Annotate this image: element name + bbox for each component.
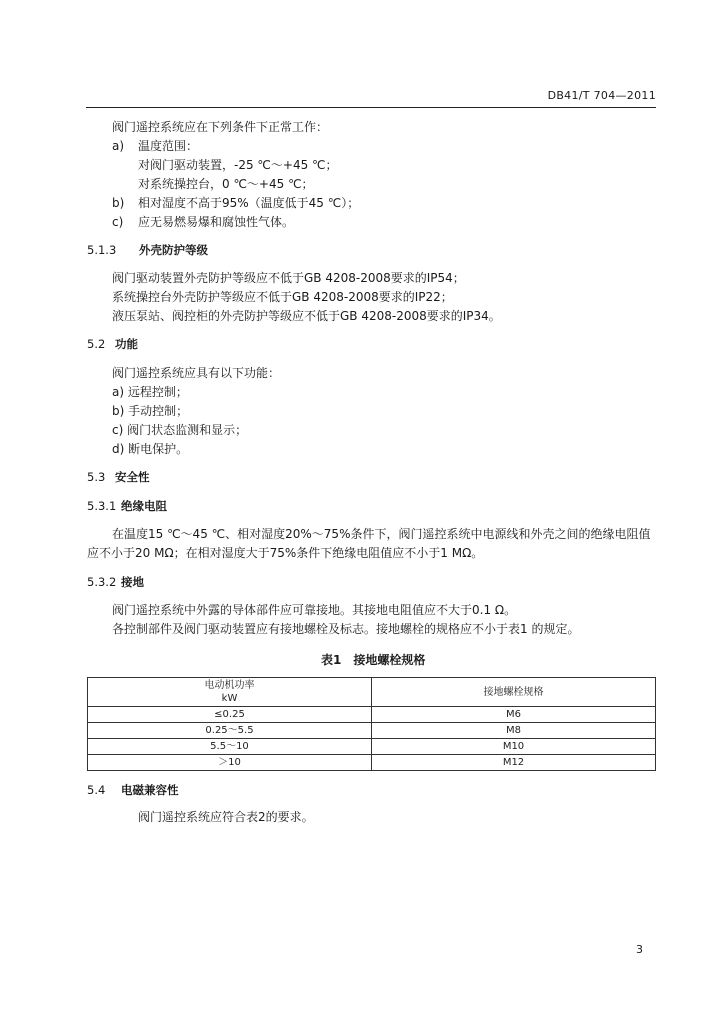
s531-line-2: 应不小于20 MΩ；在相对湿度大于75%条件下绝缘电阻值应不小于1 MΩ。 [87,546,484,560]
section-title: 功能 [115,337,138,351]
item-mark: b) [112,196,125,210]
section-5-4-heading [87,783,179,797]
intro-item-a2: 对系统操控台，0 ℃～+45 ℃； [138,177,314,191]
section-number: 5.3 [87,470,106,484]
intro-item-a1: 对阀门驱动装置，-25 ℃～+45 ℃； [138,158,338,172]
col-header-bolt: 接地螺栓规格 [372,678,656,707]
intro-text: 阀门遥控系统应在下列条件下正常工作： [112,120,329,134]
col-header-power [88,678,372,707]
section-5-2-heading [87,337,138,351]
s513-line-2: 系统操控台外壳防护等级应不低于GB 4208-2008要求的IP22； [112,290,453,304]
s532-line-1: 阀门遥控系统中外露的导体部件应可靠接地。其接地电阻值应不大于0.1 Ω。 [112,603,517,617]
cell-bolt: M12 [372,755,656,771]
s52-intro: 阀门遥控系统应具有以下功能： [112,366,281,380]
cell-power: 5.5～10 [88,739,372,755]
item-text: 温度范围： [138,139,199,153]
intro-item-b [112,196,359,210]
page-number: 3 [636,943,643,956]
section-title: 接地 [121,575,144,589]
section-title: 电磁兼容性 [121,783,179,797]
grounding-bolt-table [87,677,656,771]
s52-item-d: d) 断电保护。 [112,442,189,456]
s52-item-a: a) 远程控制； [112,385,188,399]
section-number: 5.2 [87,337,106,351]
col-header-power-label: 电动机功率 [204,680,255,691]
cell-bolt: M10 [372,739,656,755]
s52-item-c: c) 阀门状态监测和显示； [112,423,248,437]
table-row [88,739,656,755]
item-text: 相对湿度不高于95%（温度低于45 ℃）； [138,196,360,210]
table-row [88,755,656,771]
table-row [88,723,656,739]
cell-bolt: M6 [372,707,656,723]
section-number: 5.3.1 [87,499,117,513]
table-caption: 表1 接地螺栓规格 [321,653,426,667]
table-header-row [88,678,656,707]
cell-bolt: M8 [372,723,656,739]
section-number: 5.1.3 [87,243,117,257]
section-5-3-heading [87,470,150,484]
item-mark: c) [112,215,124,229]
section-5-1-3-heading [87,243,208,257]
section-number: 5.3.2 [87,575,117,589]
col-header-power-unit: kW [221,693,238,704]
intro-item-a [112,139,198,153]
item-text: 应无易燃易爆和腐蚀性气体。 [138,215,295,229]
cell-power: ＞10 [88,755,372,771]
header-rule [86,107,656,108]
s532-line-2: 各控制部件及阀门驱动装置应有接地螺栓及标志。接地螺栓的规格应不小于表1 的规定。 [112,622,580,636]
cell-power: 0.25～5.5 [88,723,372,739]
document-id: DB41/T 704—2011 [547,89,656,102]
s531-line-1: 在温度15 ℃～45 ℃、相对湿度20%～75%条件下，阀门遥控系统中电源线和外壳之间的绝缘电阻值 [112,527,651,541]
cell-power: ≤0.25 [88,707,372,723]
item-mark: a) [112,139,125,153]
s52-item-b: b) 手动控制； [112,404,189,418]
s54-text: 阀门遥控系统应符合表2的要求。 [138,810,314,824]
section-5-3-2-heading [87,575,144,589]
section-title: 绝缘电阻 [121,499,167,513]
section-title: 外壳防护等级 [139,243,208,257]
table-row [88,707,656,723]
section-5-3-1-heading [87,499,167,513]
s513-line-1: 阀门驱动装置外壳防护等级应不低于GB 4208-2008要求的IP54； [112,271,465,285]
section-number: 5.4 [87,783,106,797]
section-title: 安全性 [115,470,150,484]
intro-item-c [112,215,294,229]
s513-line-3: 液压泵站、阀控柜的外壳防护等级应不低于GB 4208-2008要求的IP34。 [112,309,501,323]
